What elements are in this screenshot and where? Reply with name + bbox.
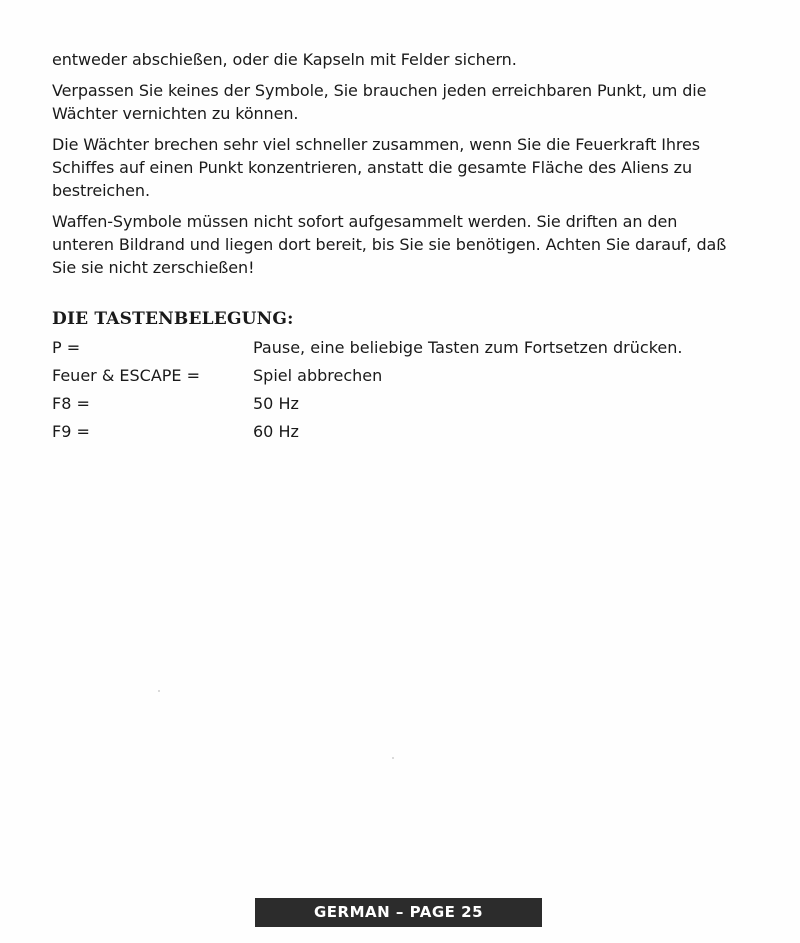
key-action: 50 Hz [253,394,299,413]
paragraph-shoot-capsules: entweder abschießen, oder die Kapseln mit Felder sichern. [52,50,517,69]
key-assignment-table [52,334,742,446]
key-action: 60 Hz [253,422,299,441]
key-assignment-heading: DIE TASTENBELEGUNG: [52,309,294,329]
key-name: F8 = [52,394,90,413]
key-action: Pause, eine beliebige Tasten zum Fortsetzen drücken. [253,338,683,357]
paragraph-weapon-symbols: Waffen-Symbole müssen nicht sofort aufgesammelt werden. Sie driften an den unteren Bildrand und liegen dort bereit, bis Sie sie benötigen. Achten Sie darauf, daß Sie sie nicht zerschießen! [52,212,727,277]
key-name: F9 = [52,422,90,441]
key-name: Feuer & ESCAPE = [52,366,201,385]
page-footer-banner: GERMAN – PAGE 25 [255,898,542,927]
key-row-pause [52,334,742,362]
paper-speck [392,757,394,759]
paragraph-symbols: Verpassen Sie keines der Symbole, Sie brauchen jeden erreichbaren Punkt, um die Wächter vernichten zu können. [52,81,707,123]
paper-speck [158,690,160,692]
key-action: Spiel abbrechen [253,366,383,385]
paragraph-guardians: Die Wächter brechen sehr viel schneller zusammen, wenn Sie die Feuerkraft Ihres Schiffes auf einen Punkt konzentrieren, anstatt die gesamte Fläche des Aliens zu bestreichen. [52,135,701,200]
key-row-abort [52,362,742,390]
manual-page [52,48,742,446]
key-name: P = [52,338,81,357]
key-row-f9 [52,418,742,446]
key-row-f8 [52,390,742,418]
